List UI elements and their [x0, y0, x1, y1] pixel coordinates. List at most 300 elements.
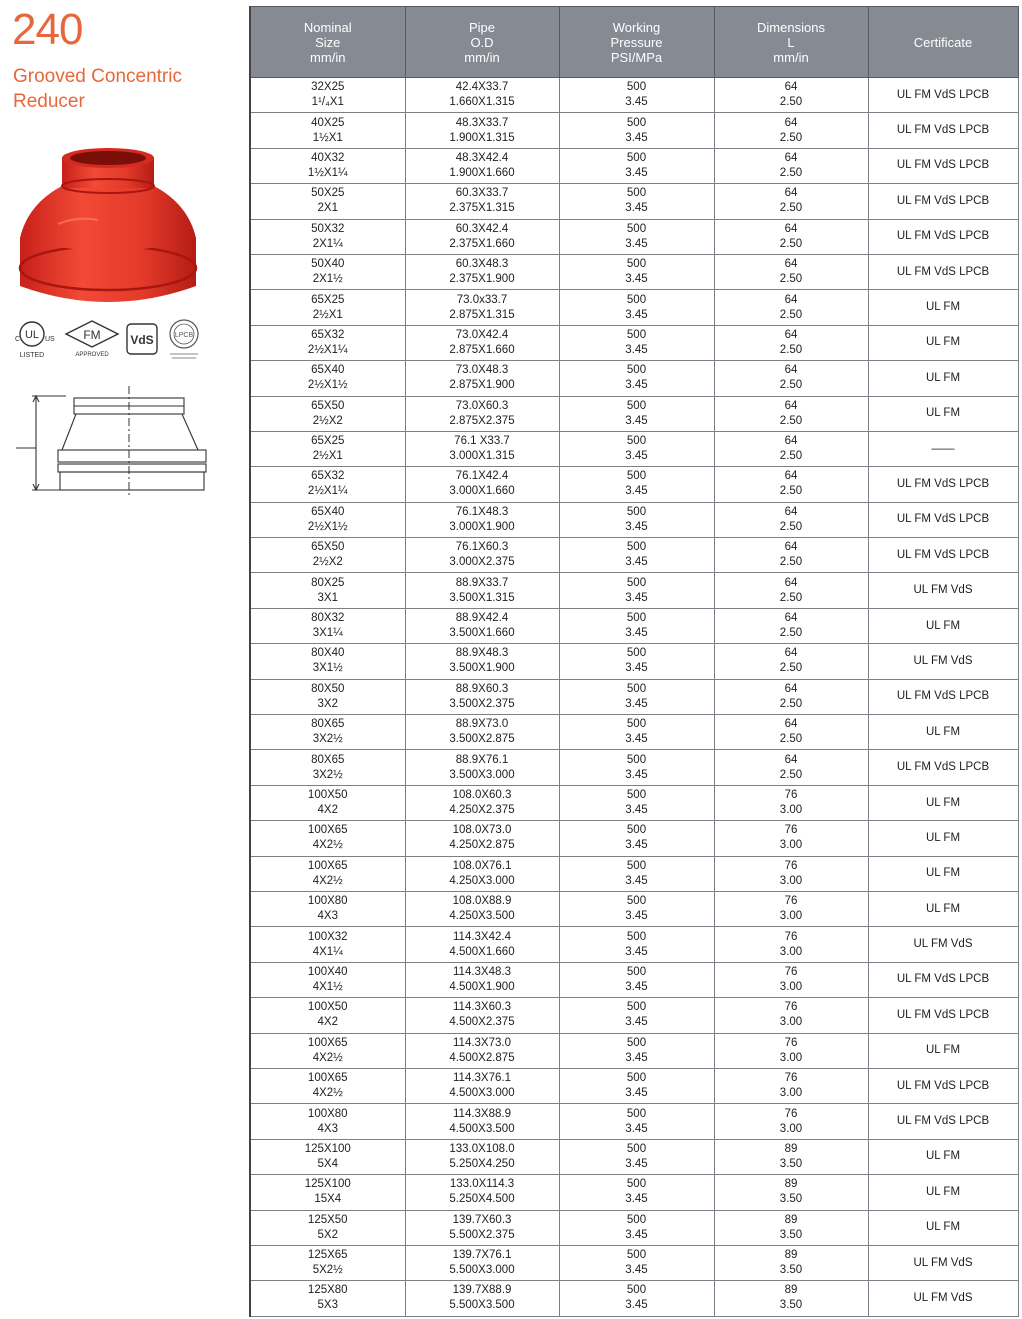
pipe-od-mm: 76.1X48.3: [455, 505, 509, 518]
working-pressure-mpa: 3.45: [625, 1157, 648, 1170]
svg-text:VdS: VdS: [130, 333, 154, 347]
nominal-size-cell: [250, 927, 405, 962]
header-pipe-od-line3: mm/in: [464, 49, 500, 65]
pipe-od-mm: 114.3X73.0: [453, 1036, 511, 1049]
dimension-drawing: [12, 386, 222, 498]
nominal-size-in: 15X4: [314, 1193, 342, 1206]
nominal-size-mm: 125X50: [307, 1213, 348, 1226]
pipe-od-in: 2.375X1.315: [449, 202, 515, 215]
working-pressure-psi: 500: [626, 647, 647, 660]
working-pressure-mpa: 3.45: [625, 1122, 648, 1135]
working-pressure-cell: [559, 750, 714, 785]
working-pressure-psi: 500: [626, 1142, 647, 1155]
dimension-l-cell: [714, 219, 868, 254]
nominal-size-in: 2½X1: [312, 308, 343, 321]
working-pressure-mpa: 3.45: [625, 520, 648, 533]
table-header: [250, 7, 1018, 78]
dimension-l-mm: 76: [784, 824, 798, 837]
pipe-od-cell: [405, 184, 559, 219]
working-pressure-psi: 500: [626, 328, 647, 341]
nominal-size-cell: [250, 1281, 405, 1316]
header-nominal-size-line2: Size: [315, 34, 341, 50]
pipe-od-in: 5.500X3.000: [449, 1264, 515, 1277]
header-certificate-line1: Certificate: [913, 34, 973, 50]
dimension-l-mm: 64: [784, 328, 798, 341]
pipe-od-in: 3.000X1.900: [449, 520, 515, 533]
pipe-od-mm: 73.0x33.7: [456, 293, 508, 306]
certificate-cell: [868, 785, 1018, 820]
certificate-value: UL FM VdS LPCB: [896, 230, 990, 243]
dimension-l-mm: 76: [784, 1072, 798, 1085]
pipe-od-mm: 108.0X60.3: [452, 789, 512, 801]
nominal-size-in: 4X2: [317, 804, 338, 816]
working-pressure-cell: [559, 431, 714, 466]
table-row: [250, 254, 1018, 289]
pipe-od-in: 4.500X1.900: [449, 980, 515, 993]
certificate-value: UL FM: [925, 301, 961, 314]
working-pressure-mpa: 3.45: [625, 733, 648, 746]
nominal-size-mm: 125X100: [304, 1178, 351, 1191]
table-row: [250, 361, 1018, 396]
dimension-l-mm: 76: [784, 1107, 798, 1120]
dimension-l-mm: 76: [784, 1036, 798, 1049]
working-pressure-psi: 500: [626, 1072, 647, 1085]
pipe-od-cell: [405, 1033, 559, 1068]
pipe-od-mm: 139.7X88.9: [452, 1284, 512, 1297]
nominal-size-in: 4X1½: [312, 980, 343, 993]
pipe-od-in: 2.375X1.660: [449, 237, 515, 250]
nominal-size-cell: [250, 219, 405, 254]
header-working-pressure: [559, 7, 714, 78]
header-nominal-size-line1: Nominal: [303, 19, 352, 35]
pipe-od-mm: 133.0X108.0: [449, 1142, 515, 1155]
certificate-value: UL FM VdS LPCB: [896, 513, 990, 526]
pipe-od-mm: 139.7X76.1: [452, 1249, 512, 1262]
nominal-size-mm: 100X50: [307, 789, 348, 801]
nominal-size-mm: 40X25: [311, 116, 345, 129]
certificate-cell: [868, 821, 1018, 856]
svg-text:US: US: [45, 336, 55, 343]
working-pressure-cell: [559, 467, 714, 502]
certificate-cell: [868, 1175, 1018, 1210]
nominal-size-cell: [250, 325, 405, 360]
nominal-size-mm: 65X25: [311, 435, 345, 448]
nominal-size-in: 1¹/₄X1: [311, 96, 344, 109]
pipe-od-in: 5.500X3.500: [449, 1299, 515, 1312]
dimension-l-in: 2.50: [779, 343, 803, 356]
certificate-value: UL FM VdS LPCB: [896, 973, 990, 986]
lpcb-logo: [170, 320, 198, 358]
nominal-size-mm: 100X32: [307, 930, 348, 943]
certificate-value: UL FM VdS: [913, 1291, 973, 1304]
certificate-cell: [868, 927, 1018, 962]
nominal-size-cell: [250, 962, 405, 997]
certificate-value: ——: [931, 442, 955, 455]
nominal-size-cell: [250, 1175, 405, 1210]
dimension-l-mm: 76: [784, 965, 798, 978]
nominal-size-in: 2X1¼: [312, 237, 343, 250]
dimension-l-cell: [714, 254, 868, 289]
working-pressure-psi: 500: [626, 930, 647, 943]
pipe-od-cell: [405, 361, 559, 396]
certificate-value: UL FM: [925, 1044, 961, 1057]
nominal-size-mm: 80X65: [311, 753, 345, 766]
pipe-od-cell: [405, 750, 559, 785]
nominal-size-cell: [250, 1139, 405, 1174]
certificate-cell: [868, 184, 1018, 219]
nominal-size-mm: 100X65: [307, 1072, 348, 1085]
working-pressure-psi: 500: [626, 718, 647, 731]
certificate-cell: [868, 1281, 1018, 1316]
certificate-value: UL FM VdS LPCB: [896, 1008, 990, 1021]
dimension-l-cell: [714, 891, 868, 926]
pipe-od-mm: 73.0X48.3: [455, 364, 509, 377]
working-pressure-psi: 500: [626, 1249, 647, 1262]
pipe-od-cell: [405, 856, 559, 891]
dimension-l-cell: [714, 1281, 868, 1316]
dimension-l-cell: [714, 715, 868, 750]
working-pressure-psi: 500: [626, 541, 647, 554]
pipe-od-in: 2.875X2.375: [449, 414, 515, 427]
working-pressure-cell: [559, 1139, 714, 1174]
working-pressure-cell: [559, 785, 714, 820]
nominal-size-cell: [250, 891, 405, 926]
pipe-od-cell: [405, 290, 559, 325]
nominal-size-mm: 100X50: [307, 1001, 348, 1014]
nominal-size-cell: [250, 679, 405, 714]
nominal-size-cell: [250, 821, 405, 856]
nominal-size-mm: 65X25: [311, 293, 345, 306]
pipe-od-in: 3.500X3.000: [449, 768, 515, 781]
working-pressure-cell: [559, 927, 714, 962]
nominal-size-cell: [250, 113, 405, 148]
working-pressure-cell: [559, 538, 714, 573]
pipe-od-cell: [405, 113, 559, 148]
dimension-l-cell: [714, 785, 868, 820]
header-pipe-od-line1: Pipe: [468, 19, 496, 35]
working-pressure-mpa: 3.45: [625, 1299, 648, 1312]
pipe-od-in: 2.375X1.900: [449, 273, 515, 286]
dimension-l-mm: 76: [784, 930, 798, 943]
certificate-value: UL FM VdS LPCB: [896, 761, 990, 774]
pipe-od-mm: 60.3X42.4: [455, 222, 509, 235]
nominal-size-in: 2½X2: [312, 414, 343, 427]
certificate-cell: [868, 891, 1018, 926]
dimension-l-in: 3.50: [779, 1193, 803, 1206]
dimension-l-cell: [714, 148, 868, 183]
dimension-l-in: 3.00: [779, 804, 803, 816]
header-working-pressure-line1: Working: [612, 19, 661, 35]
table-row: [250, 78, 1018, 113]
pipe-od-mm: 88.9X60.3: [455, 682, 509, 695]
working-pressure-psi: 500: [626, 470, 647, 483]
pipe-od-in: 2.875X1.315: [449, 308, 515, 321]
nominal-size-in: 5X2: [317, 1228, 338, 1241]
working-pressure-mpa: 3.45: [625, 980, 648, 993]
nominal-size-mm: 100X40: [307, 965, 348, 978]
working-pressure-psi: 500: [626, 364, 647, 377]
working-pressure-mpa: 3.45: [625, 1193, 648, 1206]
working-pressure-psi: 500: [626, 222, 647, 235]
dimension-l-mm: 64: [784, 151, 798, 164]
certificate-value: UL FM VdS LPCB: [896, 124, 990, 137]
pipe-od-in: 2.875X1.900: [449, 379, 515, 392]
nominal-size-mm: 80X25: [311, 576, 345, 589]
header-dimensions-line1: Dimensions: [757, 19, 825, 35]
pipe-od-mm: 76.1X60.3: [455, 541, 509, 554]
certificate-value: UL FM VdS LPCB: [896, 265, 990, 278]
pipe-od-cell: [405, 998, 559, 1033]
nominal-size-cell: [250, 1104, 405, 1139]
working-pressure-mpa: 3.45: [625, 131, 648, 144]
working-pressure-psi: 500: [626, 859, 647, 872]
working-pressure-cell: [559, 148, 714, 183]
working-pressure-mpa: 3.45: [625, 308, 648, 321]
certificate-cell: [868, 644, 1018, 679]
pipe-od-in: 4.250X2.875: [449, 839, 515, 852]
product-number: 240: [12, 5, 83, 54]
certificate-value: UL FM VdS LPCB: [896, 690, 990, 703]
working-pressure-mpa: 3.45: [625, 202, 648, 215]
working-pressure-mpa: 3.45: [625, 343, 648, 356]
nominal-size-mm: 50X25: [311, 187, 345, 200]
dimension-l-mm: 64: [784, 222, 798, 235]
working-pressure-psi: 500: [626, 505, 647, 518]
certificate-cell: [868, 962, 1018, 997]
dimension-l-mm: 89: [784, 1249, 798, 1262]
working-pressure-psi: 500: [626, 895, 647, 908]
nominal-size-cell: [250, 538, 405, 573]
nominal-size-mm: 50X32: [311, 222, 345, 235]
table-row: [250, 1104, 1018, 1139]
working-pressure-mpa: 3.45: [625, 591, 648, 604]
pipe-od-cell: [405, 78, 559, 113]
working-pressure-mpa: 3.45: [625, 662, 648, 675]
certificate-cell: [868, 538, 1018, 573]
nominal-size-cell: [250, 715, 405, 750]
pipe-od-mm: 133.0X114.3: [449, 1178, 515, 1191]
dimension-l-in: 3.50: [779, 1157, 803, 1170]
nominal-size-mm: 65X32: [311, 328, 345, 341]
pipe-od-in: 5.500X2.375: [449, 1228, 515, 1241]
pipe-od-cell: [405, 1068, 559, 1103]
dimension-l-mm: 64: [784, 647, 798, 660]
dimension-l-cell: [714, 396, 868, 431]
pipe-od-mm: 76.1 X33.7: [454, 435, 510, 448]
working-pressure-psi: 500: [626, 965, 647, 978]
working-pressure-psi: 500: [626, 1178, 647, 1191]
dimension-l-mm: 64: [784, 81, 798, 94]
certificate-cell: [868, 502, 1018, 537]
working-pressure-cell: [559, 219, 714, 254]
svg-text:APPROVED: APPROVED: [75, 352, 109, 358]
working-pressure-mpa: 3.45: [625, 697, 648, 710]
dimension-l-in: 3.00: [779, 980, 803, 993]
pipe-od-cell: [405, 715, 559, 750]
product-photo: [18, 146, 198, 316]
pipe-od-mm: 76.1X42.4: [455, 470, 509, 483]
dimension-l-in: 3.00: [779, 1087, 803, 1100]
svg-text:UL: UL: [24, 329, 40, 341]
certificate-cell: [868, 998, 1018, 1033]
certificate-value: UL FM: [925, 725, 961, 738]
vds-logo: [127, 324, 157, 354]
nominal-size-in: 4X2½: [312, 839, 343, 852]
certificate-value: UL FM: [925, 619, 961, 632]
nominal-size-mm: 100X80: [307, 1107, 348, 1120]
certificate-cell: [868, 361, 1018, 396]
nominal-size-mm: 80X40: [311, 647, 345, 660]
dimension-l-in: 3.00: [779, 1122, 803, 1135]
table-row: [250, 538, 1018, 573]
table-row: [250, 1139, 1018, 1174]
certificate-value: UL FM: [925, 336, 961, 349]
header-certificate: [868, 7, 1018, 78]
dimension-l-cell: [714, 608, 868, 643]
table-row: [250, 325, 1018, 360]
dimension-l-cell: [714, 538, 868, 573]
header-pipe-od-line2: O.D: [470, 34, 494, 50]
certificate-value: UL FM VdS LPCB: [896, 1079, 990, 1092]
table-row: [250, 644, 1018, 679]
pipe-od-cell: [405, 467, 559, 502]
nominal-size-in: 4X3: [317, 1122, 338, 1135]
working-pressure-cell: [559, 821, 714, 856]
header-nominal-size: [250, 7, 405, 78]
working-pressure-cell: [559, 113, 714, 148]
working-pressure-psi: 500: [626, 116, 647, 129]
pipe-od-in: 4.500X1.660: [449, 945, 515, 958]
working-pressure-mpa: 3.45: [625, 874, 648, 887]
certificate-cell: [868, 608, 1018, 643]
certificate-value: UL FM VdS LPCB: [896, 88, 990, 101]
pipe-od-mm: 42.4X33.7: [455, 81, 509, 94]
dimension-l-cell: [714, 502, 868, 537]
header-dimensions-line3: mm/in: [773, 49, 809, 65]
certificate-value: UL FM VdS LPCB: [896, 1115, 990, 1128]
dimension-l-mm: 76: [784, 859, 798, 872]
pipe-od-cell: [405, 821, 559, 856]
certificate-cell: [868, 113, 1018, 148]
pipe-od-mm: 114.3X88.9: [453, 1107, 511, 1120]
dimension-l-in: 2.50: [779, 733, 803, 746]
dimension-l-cell: [714, 856, 868, 891]
certificate-value: UL FM: [925, 1185, 961, 1198]
nominal-size-mm: 80X50: [311, 682, 345, 695]
working-pressure-mpa: 3.45: [625, 1051, 648, 1064]
specification-table: [249, 6, 1019, 1317]
nominal-size-mm: 125X65: [307, 1249, 348, 1262]
nominal-size-in: 5X4: [317, 1157, 338, 1170]
nominal-size-mm: 100X80: [307, 895, 348, 908]
header-working-pressure-line3: PSI/MPa: [610, 49, 663, 65]
certificate-value: UL FM: [925, 1150, 961, 1163]
certificate-cell: [868, 1139, 1018, 1174]
nominal-size-in: 1½X1: [312, 131, 343, 144]
working-pressure-cell: [559, 1033, 714, 1068]
dimension-l-cell: [714, 290, 868, 325]
pipe-od-cell: [405, 785, 559, 820]
pipe-od-cell: [405, 1245, 559, 1280]
svg-text:C: C: [15, 336, 21, 343]
certificate-cell: [868, 1033, 1018, 1068]
table-row: [250, 502, 1018, 537]
dimension-l-in: 3.00: [779, 874, 803, 887]
nominal-size-in: 4X2: [317, 1016, 338, 1029]
nominal-size-cell: [250, 78, 405, 113]
certificate-cell: [868, 573, 1018, 608]
nominal-size-cell: [250, 998, 405, 1033]
certificate-cell: [868, 219, 1018, 254]
certificate-cell: [868, 467, 1018, 502]
nominal-size-mm: 65X40: [311, 364, 345, 377]
nominal-size-cell: [250, 467, 405, 502]
certificate-value: UL FM VdS LPCB: [896, 477, 990, 490]
dimension-l-in: 2.50: [779, 520, 803, 533]
table-row: [250, 1281, 1018, 1316]
dimension-l-in: 2.50: [779, 591, 803, 604]
nominal-size-in: 3X1¼: [312, 627, 343, 640]
pipe-od-in: 3.500X2.875: [449, 733, 515, 746]
pipe-od-cell: [405, 396, 559, 431]
pipe-od-mm: 114.3X48.3: [453, 965, 511, 978]
pipe-od-in: 3.500X1.900: [449, 662, 515, 675]
pipe-od-cell: [405, 219, 559, 254]
table-row: [250, 431, 1018, 466]
certificate-value: UL FM: [925, 407, 961, 420]
working-pressure-mpa: 3.45: [625, 166, 648, 179]
table-row: [250, 891, 1018, 926]
nominal-size-in: 4X2½: [312, 1051, 343, 1064]
dimension-l-in: 3.50: [779, 1264, 803, 1277]
dimension-l-in: 3.00: [779, 1051, 803, 1064]
certificate-value: UL FM: [925, 902, 961, 915]
nominal-size-cell: [250, 1210, 405, 1245]
certificate-value: UL FM VdS: [913, 654, 973, 667]
pipe-od-mm: 88.9X76.1: [455, 753, 509, 766]
svg-text:FM: FM: [83, 328, 101, 342]
pipe-od-cell: [405, 148, 559, 183]
table-row: [250, 785, 1018, 820]
dimension-l-mm: 89: [784, 1284, 798, 1297]
pipe-od-cell: [405, 679, 559, 714]
working-pressure-cell: [559, 1068, 714, 1103]
pipe-od-in: 3.500X1.315: [449, 591, 515, 604]
nominal-size-in: 4X3: [317, 910, 338, 923]
pipe-od-cell: [405, 644, 559, 679]
working-pressure-psi: 500: [626, 293, 647, 306]
nominal-size-in: 2½X1¼: [307, 485, 348, 498]
pipe-od-in: 2.875X1.660: [449, 343, 515, 356]
nominal-size-cell: [250, 502, 405, 537]
pipe-od-cell: [405, 325, 559, 360]
working-pressure-cell: [559, 290, 714, 325]
pipe-od-in: 4.250X3.000: [449, 874, 515, 887]
dimension-l-cell: [714, 573, 868, 608]
pipe-od-mm: 108.0X88.9: [452, 895, 512, 908]
dimension-l-in: 2.50: [779, 273, 803, 286]
dimension-l-in: 2.50: [779, 237, 803, 250]
working-pressure-psi: 500: [626, 824, 647, 837]
certificate-value: UL FM VdS LPCB: [896, 548, 990, 561]
dimension-l-cell: [714, 1033, 868, 1068]
table-row: [250, 679, 1018, 714]
working-pressure-mpa: 3.45: [625, 804, 648, 816]
nominal-size-cell: [250, 396, 405, 431]
certificate-value: UL FM: [925, 796, 961, 809]
table-row: [250, 1175, 1018, 1210]
pipe-od-in: 3.000X1.315: [449, 450, 515, 463]
